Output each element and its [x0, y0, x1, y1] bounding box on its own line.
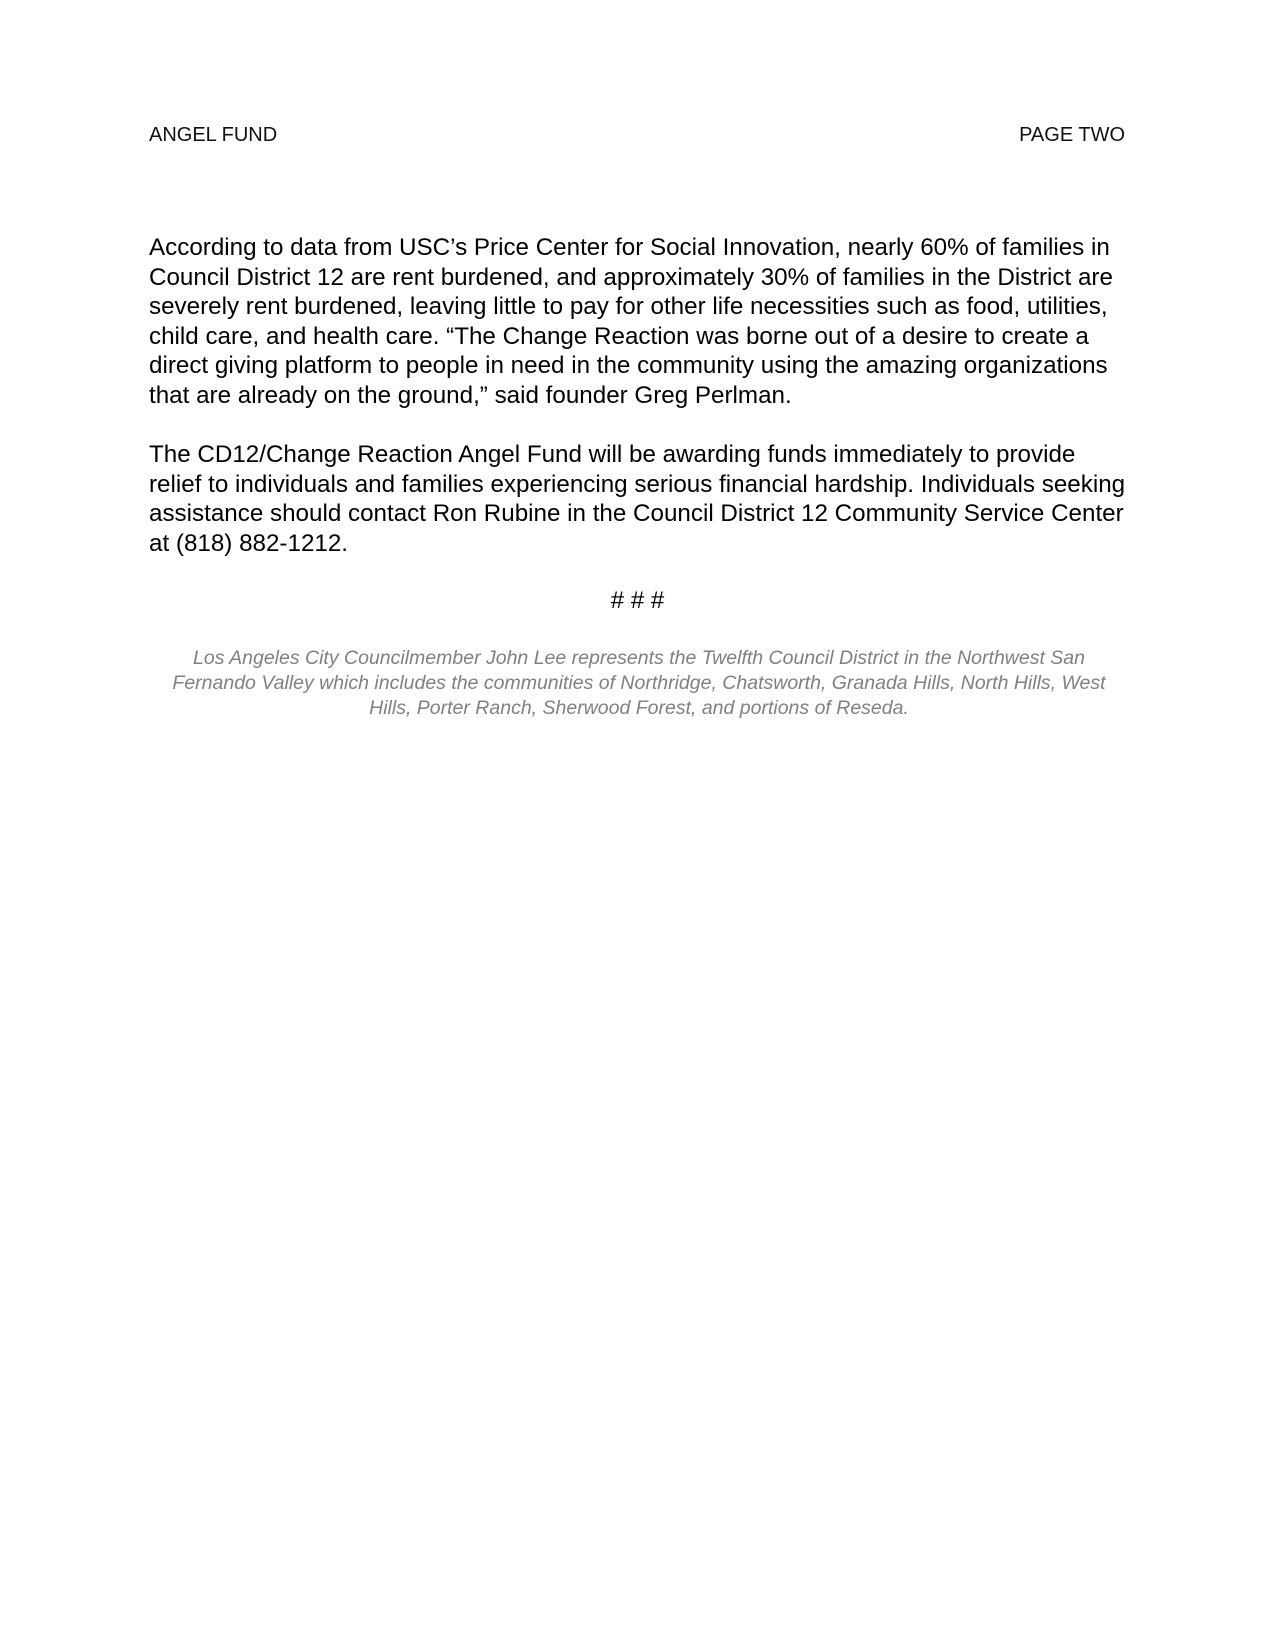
paragraph-price-center-data: According to data from USC’s Price Center for Social Innovation, nearly 60% of families in Council District 12 are rent burdened, and approximately 30% of families in the District are severely rent burdened, leaving little to pay for other life necessities such as food, utilities, child care, and health care. “The Change Reaction was borne out of a desire to create a direct giving platform to people in need in the community using the amazing organizations that are already on the ground,” said founder Greg Perlman.: [149, 234, 1113, 409]
end-mark: # # #: [610, 587, 665, 614]
page-number-label: PAGE TWO: [1019, 124, 1125, 146]
page-header: [149, 120, 1125, 150]
councilmember-boilerplate: Los Angeles City Councilmember John Lee represents the Twelfth Council District in the Northwest San Fernando Valley which includes the communities of Northridge, Chatsworth, Granada Hills, North Hills, West Hills, Porter Ranch, Sherwood Forest, and portions of Reseda.: [172, 647, 1106, 719]
body-text: [149, 233, 1129, 588]
header-title: ANGEL FUND: [149, 124, 278, 146]
paragraph-angel-fund-assistance: The CD12/Change Reaction Angel Fund will be awarding funds immediately to provide relief to individuals and families experiencing serious financial hardship. Individuals seeking assistance should contact Ron Rubine in the Council District 12 Community Service Center at (818) 882-1212.: [149, 441, 1126, 557]
